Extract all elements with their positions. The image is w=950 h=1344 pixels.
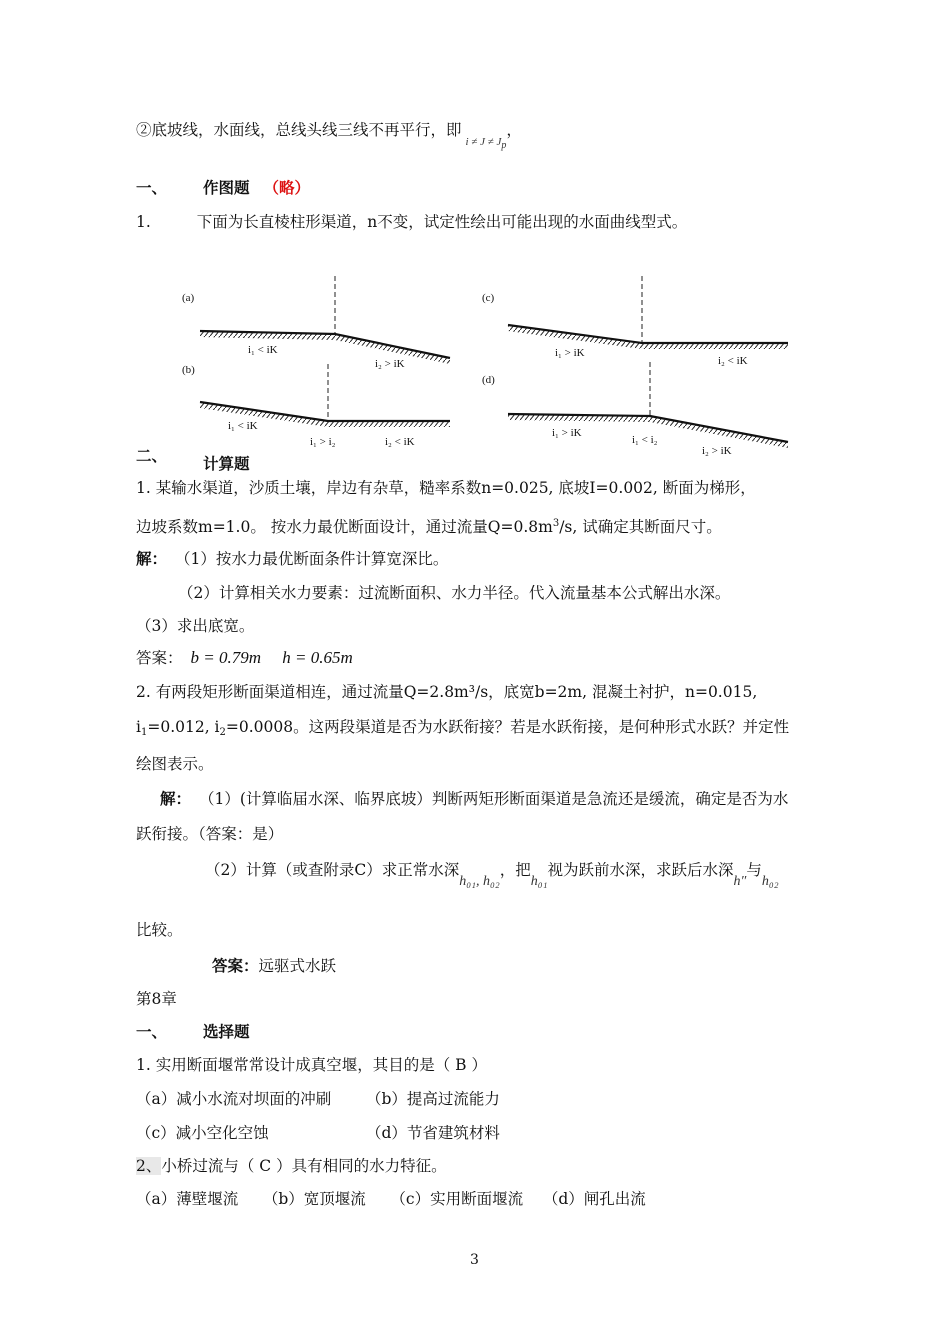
- page-number: 3: [470, 1252, 479, 1268]
- slope-label: i₁ > iK: [552, 427, 582, 439]
- text-segment: /s, 试确定其断面尺寸。: [559, 518, 722, 536]
- solution-step: （1）按水力最优断面条件计算宽深比。: [175, 550, 449, 568]
- text-line: 比较。: [136, 921, 183, 939]
- question-line: [136, 717, 789, 743]
- text-segment: i: [136, 718, 141, 736]
- answer-value: 远驱式水跃: [258, 957, 337, 975]
- slope-label: i₁ > i₂: [310, 436, 336, 448]
- formula: h″: [733, 874, 747, 889]
- figure-c: [482, 276, 788, 367]
- option-c: （c）减小空化空蚀: [136, 1124, 269, 1142]
- option-line: （a）薄壁堰流 （b）宽顶堰流 （c）实用断面堰流 （d）闸孔出流: [136, 1190, 646, 1208]
- figure-d: [482, 362, 788, 457]
- answer-label: 答案：: [212, 956, 259, 975]
- text-segment: ，把: [499, 861, 531, 879]
- option-b: （b）提高过流能力: [366, 1090, 500, 1108]
- figure-a-tag: (a): [182, 292, 195, 304]
- question-text: 下面为长直棱柱形渠道，n不变，试定性绘出可能出现的水面曲线型式。: [196, 213, 688, 231]
- solution-line: [160, 789, 788, 809]
- channel-bed-hatch: [508, 325, 788, 349]
- section-title: 作图题: [203, 178, 250, 197]
- section-number: 一、: [136, 1022, 168, 1041]
- question-text: 小桥过流与（ C ）具有相同的水力特征。: [161, 1157, 447, 1175]
- subscript: 1: [140, 727, 148, 738]
- formula: h₀₁, h₀₂: [459, 874, 500, 889]
- slope-label: i₁ < iK: [248, 344, 278, 356]
- option-d: （d）节省建筑材料: [366, 1124, 500, 1142]
- solution-step: （1）(计算临届水深、临界底坡）判断两矩形断面渠道是急流还是缓流，确定是否为水: [199, 790, 789, 808]
- solution-label: 解：: [160, 789, 192, 808]
- section-heading: [136, 178, 310, 198]
- chapter-heading: 第8章: [136, 990, 177, 1008]
- section-heading: [136, 1022, 250, 1042]
- question-line: 绘图表示。: [136, 755, 214, 773]
- answer-value: b = 0.79m h = 0.65m: [190, 648, 353, 667]
- text-segment: 视为跃前水深，求跃后水深: [547, 861, 734, 879]
- option-line: [136, 1089, 500, 1109]
- section-note: （略）: [263, 178, 311, 197]
- text-segment: ，: [506, 121, 522, 139]
- formula: [465, 136, 507, 151]
- question-number: 1.: [136, 213, 151, 231]
- formula-subscript: p: [501, 140, 507, 151]
- formula: h₀₁: [530, 874, 548, 889]
- answer-label: 答案：: [136, 649, 183, 667]
- section-number: 二、: [136, 446, 168, 465]
- section-heading: [136, 446, 250, 473]
- slope-label: i₂ < iK: [718, 355, 748, 367]
- solution-line: 跃衔接。（答案：是）: [136, 825, 284, 843]
- text-segment: =0.0008。这两段渠道是否为水跃衔接？若是水跃衔接，是何种形式水跃？并定性: [225, 718, 790, 736]
- text-segment: ②底坡线，水面线，总线头线三线不再平行，即: [136, 121, 462, 139]
- slope-label: i₁ > iK: [555, 347, 585, 359]
- solution-label: 解：: [136, 549, 168, 568]
- subscript: 2: [219, 727, 226, 738]
- question-line: [136, 514, 722, 537]
- figure-b: [182, 364, 450, 448]
- figure-b-tag: (b): [182, 364, 195, 376]
- channel-slope-figure: [170, 270, 810, 460]
- section-title: 计算题: [203, 454, 250, 473]
- question-line: [136, 1156, 447, 1176]
- question-line: 1. 某输水渠道，沙质土壤，岸边有杂草，糙率系数n=0.025, 底坡I=0.002, 断面为梯形，: [136, 479, 756, 497]
- superscript: 3: [552, 518, 560, 529]
- section-number: 一、: [136, 178, 168, 197]
- slope-label: i₂ > iK: [375, 358, 405, 370]
- solution-line: [205, 860, 779, 889]
- answer-line: [212, 956, 336, 976]
- solution-step: （2）计算（或查附录C）求正常水深: [205, 861, 460, 879]
- figure-d-tag: (d): [482, 374, 495, 386]
- solution-line: [136, 549, 448, 569]
- question-number: 2、: [136, 1157, 162, 1175]
- slope-label: i₂ > iK: [702, 445, 732, 457]
- figure-a: [182, 276, 450, 370]
- channel-bed-hatch: [200, 331, 450, 364]
- slope-label: i₁ < iK: [228, 420, 258, 432]
- question-line: 2. 有两段矩形断面渠道相连，通过流量Q=2.8m³/s，底宽b=2m, 混凝土衬护，n=0.015,: [136, 683, 758, 701]
- slope-label: i₁ < i₂: [632, 434, 658, 446]
- solution-line: （3）求出底宽。: [136, 617, 255, 635]
- option-a: （a）减小水流对坝面的冲刷: [136, 1090, 332, 1108]
- formula: h₀₂: [761, 874, 779, 889]
- solution-line: （2）计算相关水力要素：过流断面积、水力半径。代入流量基本公式解出水深。: [178, 584, 731, 602]
- section-title: 选择题: [203, 1022, 250, 1041]
- question-line: 1. 实用断面堰常常设计成真空堰，其目的是（ B ）: [136, 1056, 487, 1074]
- text-line: [136, 120, 522, 151]
- text-segment: 与: [746, 861, 762, 879]
- question-line: [136, 212, 687, 232]
- slope-label: i₂ < iK: [385, 436, 415, 448]
- formula-text: i ≠ J ≠ J: [465, 136, 502, 148]
- figure-c-tag: (c): [482, 292, 495, 304]
- text-segment: =0.012, i: [147, 718, 220, 736]
- option-line: [136, 1123, 500, 1143]
- answer-line: [136, 648, 353, 668]
- text-segment: 边坡系数m=1.0。 按水力最优断面设计，通过流量Q=0.8m: [136, 518, 553, 536]
